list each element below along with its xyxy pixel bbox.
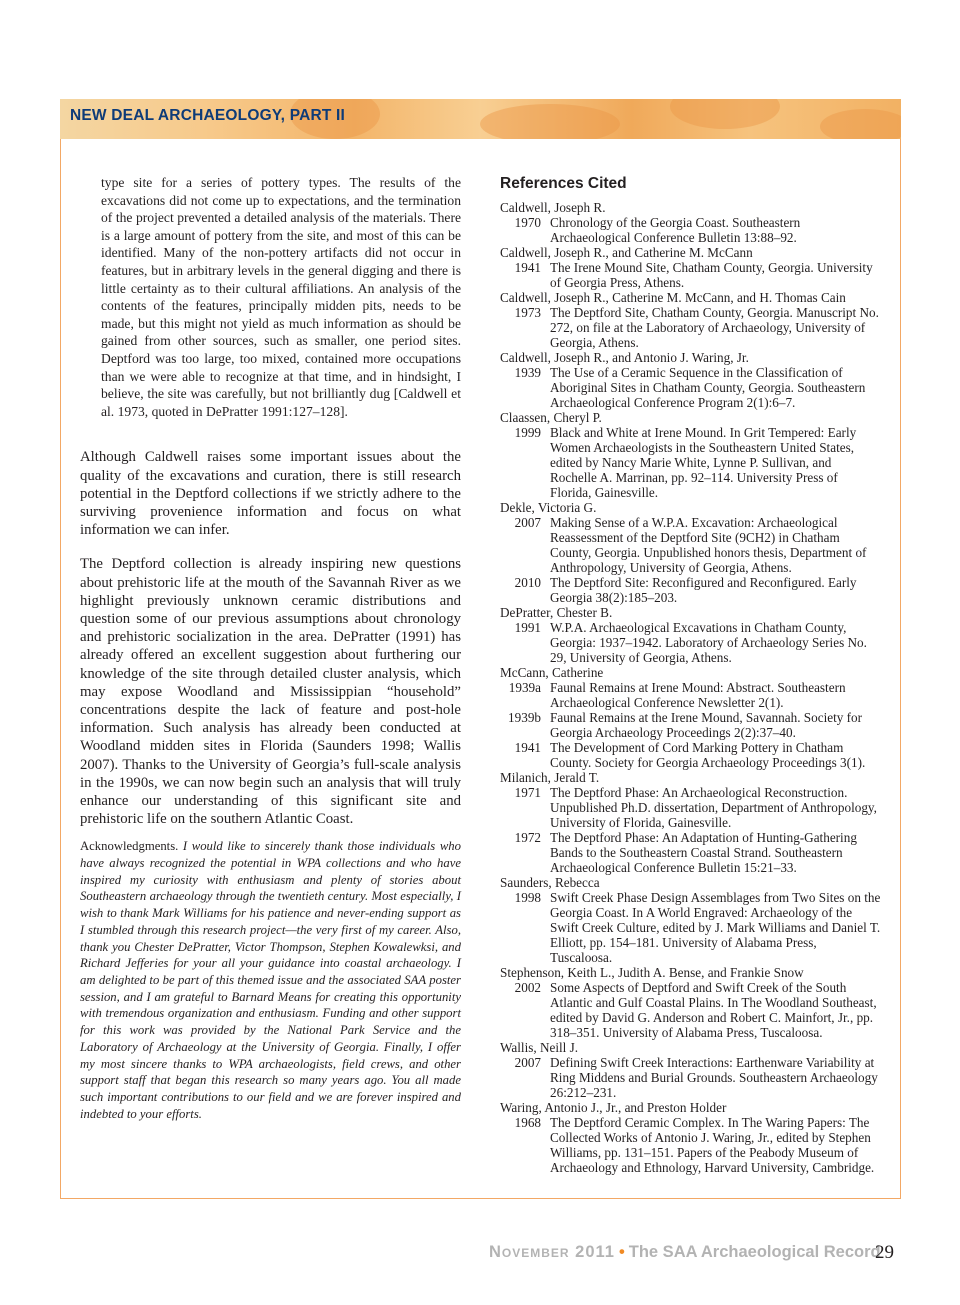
reference-text: The Irene Mound Site, Chatham County, Georgia. University of Georgia Press, Athens. <box>550 260 873 290</box>
reference-text: The Deptford Phase: An Archaeological Reconstruction. Unpublished Ph.D. dissertation, Department of Anthropology, University of Florida, Gainesville. <box>550 785 877 830</box>
reference-text: The Deptford Phase: An Adaptation of Hunting-Gathering Bands to the Southeastern Coastal Strand. Southeastern Archaeological Conference Bulletin 15:21–33. <box>550 830 857 875</box>
reference-text: Swift Creek Phase Design Assemblages from Two Sites on the Georgia Coast. In A World Engraved: Archaeology of the Swift Creek Culture, edited by J. Mark Williams and Daniel T. Elliott, pp. 154–181. University of Alabama Press, Tuscaloosa. <box>550 890 881 965</box>
footer-journal-line <box>489 1243 881 1262</box>
section-title: NEW DEAL ARCHAEOLOGY, PART II <box>70 107 346 124</box>
reference-text: The Deptford Site: Reconfigured and Reconfigured. Early Georgia 38(2):185–203. <box>550 575 857 605</box>
reference-text: Making Sense of a W.P.A. Excavation: Archaeological Reassessment of the Deptford Site (9CH2) in Chatham County, Georgia. Unpublished honors thesis, Department of Anthropology, University of Georgia, Athens. <box>550 515 867 575</box>
page-number: 29 <box>875 1242 894 1263</box>
reference-year: 1970 <box>514 215 541 230</box>
reference-entry <box>500 425 881 500</box>
reference-year: 2010 <box>514 575 541 590</box>
reference-text: Defining Swift Creek Interactions: Earthenware Variability at Ring Middens and Burial Grounds. Southeastern Archaeology 26:212–231. <box>550 1055 878 1100</box>
reference-text: W.P.A. Archaeological Excavations in Chatham County, Georgia: 1937–1942. Laboratory of Archaeology Series No. 29, University of Georgia, Athens. <box>550 620 867 665</box>
footer-journal-name: The SAA Archaeological Record <box>628 1243 881 1261</box>
reference-text: Faunal Remains at the Irene Mound, Savannah. Society for Georgia Archaeology Proceedings 2(2):37–40. <box>550 710 863 740</box>
reference-year: 1941 <box>514 740 541 755</box>
reference-year: 2002 <box>514 980 541 995</box>
reference-author: Saunders, Rebecca <box>500 875 600 890</box>
reference-author: Caldwell, Joseph R. <box>500 200 606 215</box>
reference-text: Faunal Remains at Irene Mound: Abstract. Southeastern Archaeological Conference Newsletter 2(1). <box>550 680 846 710</box>
reference-entry <box>500 215 881 245</box>
reference-entry <box>500 365 881 410</box>
reference-entry <box>500 710 881 740</box>
reference-author: Waring, Antonio J., Jr., and Preston Holder <box>500 1100 727 1115</box>
footer-month: November 2011 <box>489 1243 615 1261</box>
reference-author: Caldwell, Joseph R., and Catherine M. McCann <box>500 245 753 260</box>
reference-year: 1939b <box>508 710 541 725</box>
block-quote: type site for a series of pottery types. The results of the excavations did not come up to expectations, and the termination of the project prevented a detailed analysis of the materials. There is a large amount of pottery from the site, and most of this can be identified. Many of the non-pottery artifacts did not occur in features, but in arbitrary levels in the general digging and there is little certainty as to their cultural affiliations. An analysis of the contents of the features, principally midden pits, needs to be made, but this might not yield as much information as should be gained from other sources, such as smaller, one period sites. Deptford was too large, too mixed, contained more occupations than we were able to recognize at that time, and in hindsight, I believe, the site was carefully, but not brilliantly dug [Caldwell et al. 1973, quoted in DePratter 1991:127–128]. <box>101 175 461 419</box>
reference-year: 1939 <box>514 365 541 380</box>
reference-author: Wallis, Neill J. <box>500 1040 579 1055</box>
reference-text: The Deptford Site, Chatham County, Georgia. Manuscript No. 272, on file at the Laboratory of Archaeology, University of Georgia, Athens. <box>550 305 879 350</box>
reference-entry <box>500 575 881 605</box>
acknowledgments-text: I would like to sincerely thank those individuals who have always recognized the potential in WPA collections and who have inspired my curiosity with enthusiasm and plenty of stories about Southeastern archaeology through the twentieth century. Most especially, I wish to thank Mark Williams for his patience and never-ending support as I stumbled through this research project—the very first of my career. Also, thank you Chester DePratter, Victor Thompson, Stephen Kowalewksi, and Richard Jefferies for your all your guidance into coastal archaeology. I am delighted to be part of this themed issue and the associated SAA poster session, and I am grateful to Barnard Means for creating this opportunity with tremendous organization and enthusiasm. Funding and other support for this work was provided by the National Park Service and the Laboratory of Archaeology at the University of Georgia. Finally, I offer my most sincere thanks to WPA archaeologists, field crews, and other support staff that began this research so many years ago. You all made such important contributions to our field and we are forever inspired and indebted to your efforts. <box>80 839 461 1121</box>
reference-author: Claassen, Cheryl P. <box>500 410 602 425</box>
reference-author: Dekle, Victoria G. <box>500 500 597 515</box>
body-paragraph-2: The Deptford collection is already inspiring new questions about prehistoric life at the mouth of the Savannah River as we highlight previously unknown ceramic distributions and question some of our previous assumptions about chronology and prehistoric socialization in the area. DePratter (1991) has already offered an excellent suggestion about furthering our knowledge of the site through detailed cluster analysis, which may expose Woodland and Mississippian “household” concentrations despite the lack of feature and post-hole information. Such analysis has already been conducted at Woodland midden sites in Florida (Saunders 1998; Wallis 2007). Thanks to the University of Georgia’s full-scale analysis in the 1990s, we can now begin such an analysis that will truly enhance our understanding of this significant site and prehistoric life on the southern Atlantic Coast. <box>80 556 461 828</box>
reference-year: 1971 <box>514 785 541 800</box>
reference-entry <box>500 515 881 575</box>
references-list <box>500 200 881 1175</box>
reference-text: Black and White at Irene Mound. In Grit Tempered: Early Women Archaeologists in the Southeastern United States, edited by Nancy Marie White, Lynne P. Sullivan, and Rochelle A. Marrinan, pp. 92–114. University Press of Florida, Gainesville. <box>550 425 857 500</box>
references-column <box>500 175 881 1175</box>
reference-entry <box>500 830 881 875</box>
reference-entry <box>500 785 881 830</box>
section-header-band <box>60 99 901 139</box>
reference-author: McCann, Catherine <box>500 665 604 680</box>
acknowledgments <box>80 838 461 1122</box>
bullet-icon: • <box>618 1243 625 1261</box>
reference-author: Milanich, Jerald T. <box>500 770 600 785</box>
reference-year: 1941 <box>514 260 541 275</box>
reference-year: 2007 <box>514 1055 541 1070</box>
reference-year: 1968 <box>514 1115 541 1130</box>
reference-year: 1998 <box>514 890 541 905</box>
reference-year: 1973 <box>514 305 541 320</box>
reference-entry <box>500 890 881 965</box>
references-heading: References Cited <box>500 175 627 192</box>
reference-entry <box>500 260 881 290</box>
reference-entry <box>500 1115 881 1175</box>
reference-year: 1972 <box>514 830 541 845</box>
reference-entry <box>500 680 881 710</box>
reference-entry <box>500 980 881 1040</box>
reference-author: Caldwell, Joseph R., and Antonio J. Waring, Jr. <box>500 350 749 365</box>
reference-year: 1939a <box>508 680 541 695</box>
body-paragraph-1: Although Caldwell raises some important issues about the quality of the excavations and curation, there is still research potential in the Deptford collections if we strictly adhere to the surviving provenience information and focus on what information we can infer. <box>80 449 461 539</box>
acknowledgments-heading: Acknowledgments. <box>80 839 179 854</box>
reference-year: 1999 <box>514 425 541 440</box>
reference-author: Caldwell, Joseph R., Catherine M. McCann, and H. Thomas Cain <box>500 290 846 305</box>
reference-text: Some Aspects of Deptford and Swift Creek of the South Atlantic and Gulf Coastal Plains. In The Woodland Southeast, edited by David G. Anderson and Robert C. Mainfort, Jr., pp. 318–351. University of Alabama Press, Tuscaloosa. <box>550 980 877 1040</box>
reference-text: Chronology of the Georgia Coast. Southeastern Archaeological Conference Bulletin 13:88–92. <box>550 215 801 245</box>
left-column <box>80 174 461 1122</box>
reference-year: 2007 <box>514 515 541 530</box>
reference-entry <box>500 620 881 665</box>
reference-entry <box>500 305 881 350</box>
reference-year: 1991 <box>514 620 541 635</box>
reference-entry <box>500 740 881 770</box>
reference-text: The Deptford Ceramic Complex. In The Waring Papers: The Collected Works of Antonio J. Waring, Jr., edited by Stephen Williams, pp. 131–151. Papers of the Peabody Museum of Archaeology and Ethnology, Harvard University, Cambridge. <box>550 1115 875 1175</box>
reference-text: The Development of Cord Marking Pottery in Chatham County. Society for Georgia Archaeology Proceedings 3(1). <box>550 740 866 770</box>
reference-author: DePratter, Chester B. <box>500 605 613 620</box>
reference-entry <box>500 1055 881 1100</box>
reference-author: Stephenson, Keith L., Judith A. Bense, and Frankie Snow <box>500 965 804 980</box>
reference-text: The Use of a Ceramic Sequence in the Classification of Aboriginal Sites in Chatham County, Georgia. Southeastern Archaeological Conference Program 2(1):6–7. <box>550 365 866 410</box>
